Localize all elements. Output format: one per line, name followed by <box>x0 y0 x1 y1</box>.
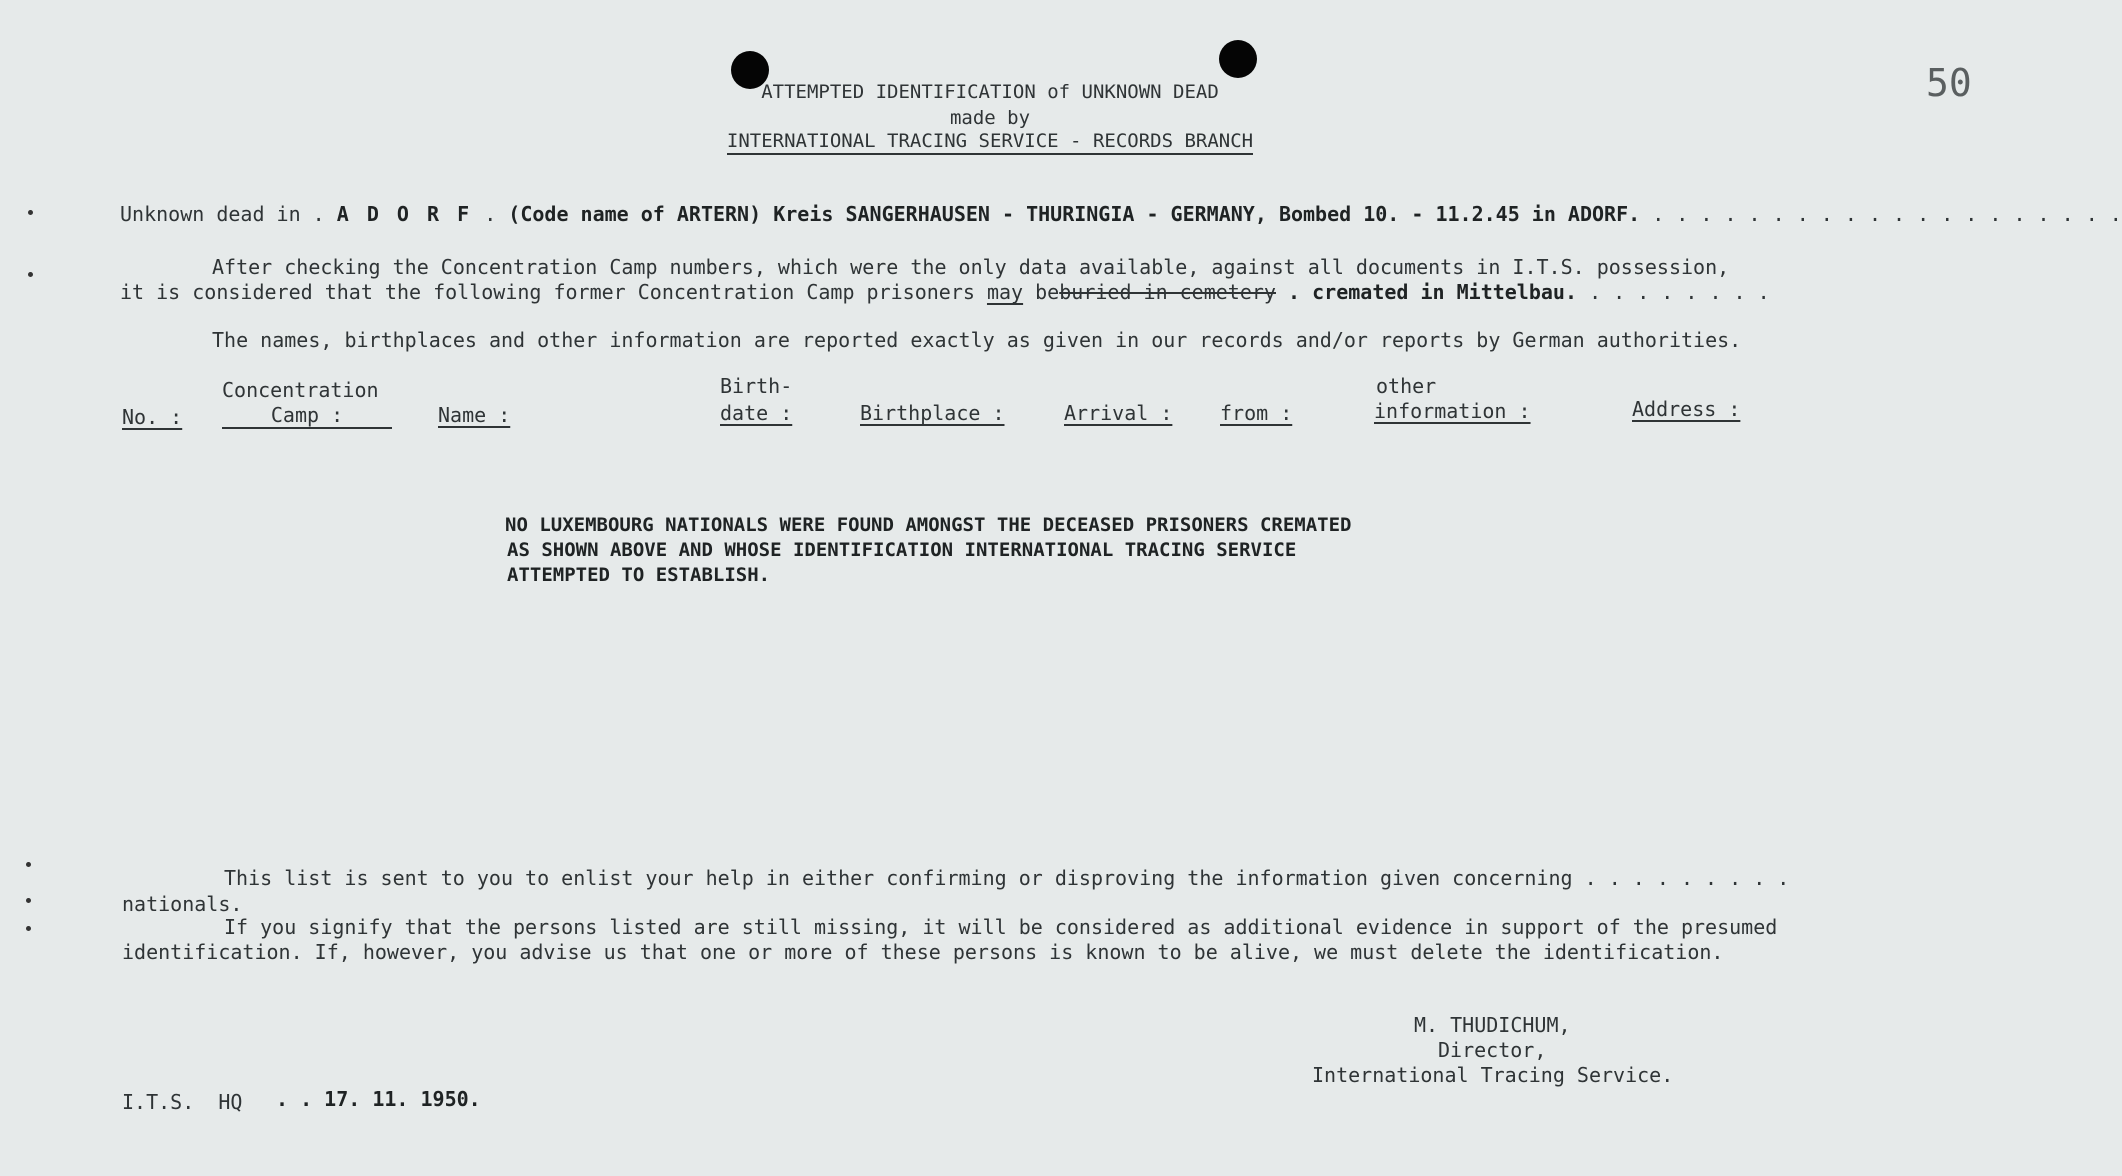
margin-mark <box>26 926 31 931</box>
header-organization <box>590 129 1390 155</box>
closing-line1 <box>224 866 1789 890</box>
margin-mark <box>28 272 33 277</box>
col-no: No. : <box>122 405 183 429</box>
footer-label: I.T.S. HQ <box>122 1090 243 1114</box>
para1-line2 <box>120 280 1770 304</box>
para1-may: may <box>986 280 1024 304</box>
unknown-dead-line: Unknown dead in . A D O R F . (Code name of ARTERN) Kreis SANGERHAUSEN - THURINGIA - GERMANY, Bombed 10. - 11.2.45 in ADORF. . . . . . . . . . . . . . . . . . . . . <box>120 202 2122 226</box>
header-made-by: made by <box>949 107 1031 129</box>
closing-line3: If you signify that the persons listed are still missing, it will be considered as additional evidence in support of the presumed <box>224 915 1778 939</box>
header-organization-text: INTERNATIONAL TRACING SERVICE - RECORDS BRANCH <box>727 129 1253 155</box>
col-arrival: Arrival : <box>1064 401 1173 425</box>
closing-line1-text: This list is sent to you to enlist your help in either confirming or disproving the information given concerning <box>224 866 1573 890</box>
col-camp-top: Concentration <box>222 378 379 402</box>
unknown-dead-bombed: Bombed 10. - 11.2.45 in ADORF. <box>1278 202 1641 226</box>
notice-line1: NO LUXEMBOURG NATIONALS WERE FOUND AMONGST THE DECEASED PRISONERS CREMATED <box>505 514 1352 536</box>
signature-org: International Tracing Service. <box>1312 1063 1674 1087</box>
unknown-dead-kreis: Kreis SANGERHAUSEN - THURINGIA - GERMANY, <box>773 202 1267 226</box>
closing-line1-leader: . . . . . . . . . <box>1584 866 1790 890</box>
para1-cremated: . cremated in Mittelbau. <box>1288 280 1578 304</box>
col-camp-bottom-text: Camp : <box>270 403 344 427</box>
notice-line3: ATTEMPTED TO ESTABLISH. <box>507 564 771 586</box>
margin-mark <box>28 210 33 215</box>
signature-name: M. THUDICHUM, <box>1414 1013 1571 1037</box>
margin-mark <box>26 898 31 903</box>
signature-title: Director, <box>1438 1038 1547 1062</box>
closing-line2: nationals. <box>122 892 243 916</box>
para1-leader: . . . . . . . . <box>1589 280 1770 304</box>
col-name: Name : <box>438 403 511 427</box>
col-birthdate-top: Birth- <box>720 374 793 398</box>
col-camp-bottom <box>222 403 392 429</box>
col-birthplace: Birthplace : <box>860 401 1005 425</box>
notice-line2: AS SHOWN ABOVE AND WHOSE IDENTIFICATION INTERNATIONAL TRACING SERVICE <box>507 539 1297 561</box>
unknown-dead-label: Unknown dead in <box>120 202 301 226</box>
col-from: from : <box>1220 401 1293 425</box>
para1-struck-text: buried in cemetery <box>1059 280 1276 304</box>
col-address: Address : <box>1632 397 1741 421</box>
para1-be: be <box>1035 280 1060 304</box>
header-title: ATTEMPTED IDENTIFICATION of UNKNOWN DEAD <box>761 81 1219 103</box>
unknown-dead-code-name: (Code name of ARTERN) <box>508 202 762 226</box>
para1-line2-start: it is considered that the following former Concentration Camp prisoners <box>120 280 975 304</box>
para2: The names, birthplaces and other information are reported exactly as given in our records and/or reports by German authorities. <box>212 328 1742 352</box>
closing-line4: identification. If, however, you advise us that one or more of these persons is known to be alive, we must delete the identification. <box>122 940 1724 964</box>
para1-line1: After checking the Concentration Camp numbers, which were the only data available, against all documents in I.T.S. possession, <box>212 255 1730 279</box>
col-other-top: other <box>1376 374 1437 398</box>
unknown-dead-leader: . . . . . . . . . . . . . . . . . . . . <box>1652 202 2122 226</box>
page-number: 50 <box>1926 61 1972 105</box>
unknown-dead-place: A D O R F <box>336 202 473 226</box>
footer-date: . . 17. 11. 1950. <box>276 1087 481 1111</box>
margin-mark <box>26 862 31 867</box>
punch-hole-right <box>1219 40 1257 78</box>
col-other-bottom: information : <box>1374 399 1531 423</box>
col-birthdate-bottom: date : <box>720 401 793 425</box>
